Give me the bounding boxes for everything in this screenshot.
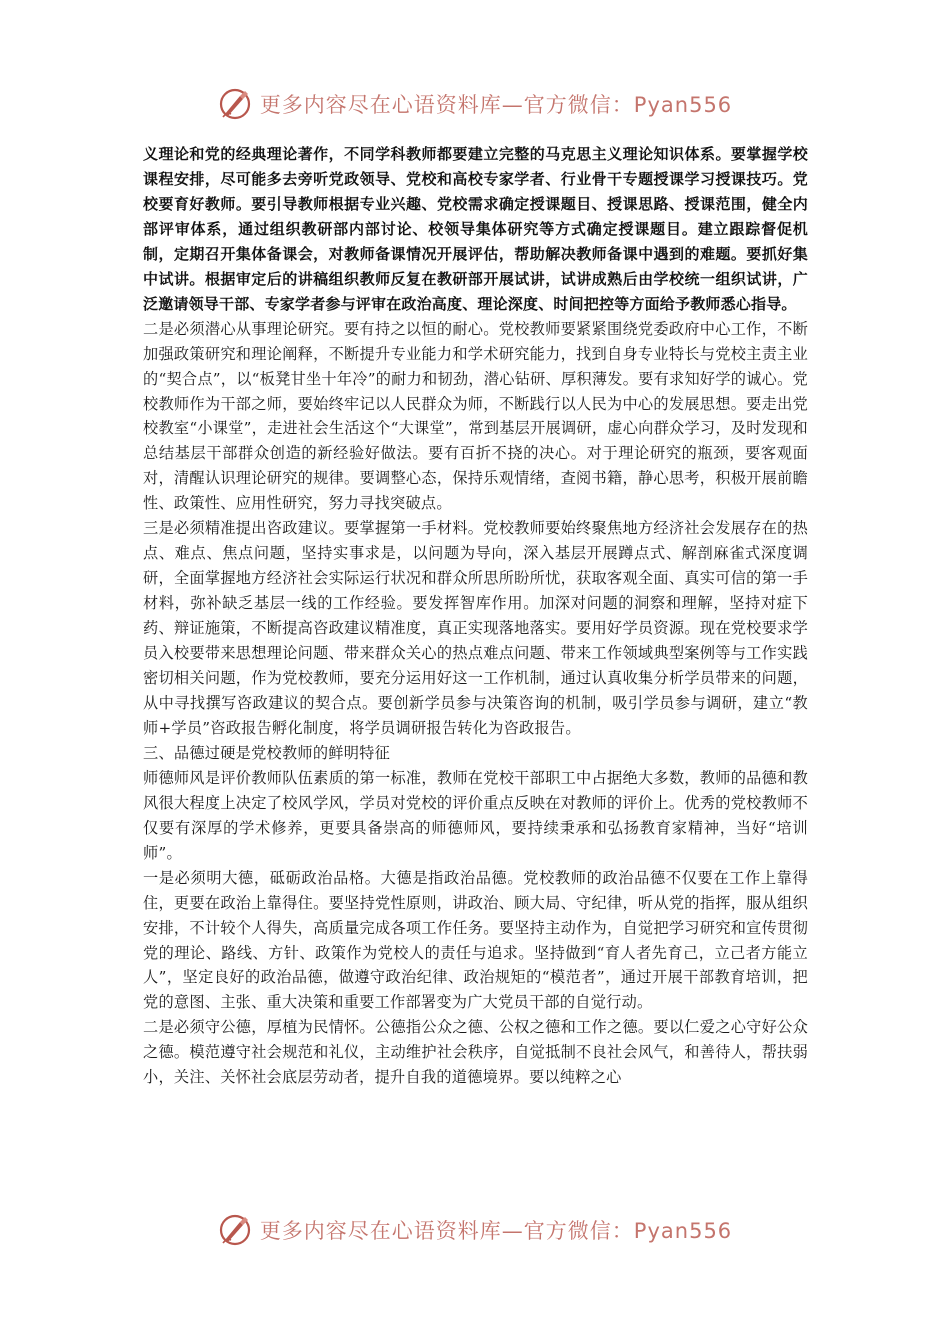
watermark-text: 更多内容尽在心语资料库—官方微信：Pyan556: [259, 1219, 733, 1243]
paragraph: 二是必须守公德，厚植为民情怀。公德指公众之德、公权之德和工作之德。要以仁爱之心守好公众之德。模范遵守社会规范和礼仪，主动维护社会秩序，自觉抵制不良社会风气，和善待人，帮扶弱小，关注、关怀社会底层劳动者，提升自我的道德境界。要以纯粹之心: [143, 1018, 808, 1087]
paragraph: 师德师风是评价教师队伍素质的第一标准，教师在党校干部职工中占据绝大多数，教师的品德和教风很大程度上决定了校风学风，学员对党校的评价重点反映在对教师的评价上。优秀的党校教师不仅要有深厚的学术修养，更要具备崇高的师德师风，要持续秉承和弘扬教育家精神，当好“培训师”。: [143, 768, 808, 862]
watermark-header: [0, 84, 950, 124]
section-heading: 三、品德过硬是党校教师的鲜明特征: [143, 743, 390, 762]
watermark-footer: [0, 1210, 950, 1250]
pen-logo-icon: [218, 87, 252, 121]
paragraph: 二是必须潜心从事理论研究。要有持之以恒的耐心。党校教师要紧紧围绕党委政府中心工作，不断加强政策研究和理论阐释，不断提升专业能力和学术研究能力，找到自身专业特长与党校主责主业的“契合点”，以“板凳甘坐十年冷”的耐力和韧劲，潜心钻研、厚积薄发。要有求知好学的诚心。党校教师作为干部之师，要始终牢记以人民群众为师，不断践行以人民为中心的发展思想。要走出党校教室“小课堂”，走进社会生活这个“大课堂”，常到基层开展调研，虚心向群众学习，及时发现和总结基层干部群众创造的新经验好做法。要有百折不挠的决心。对于理论研究的瓶颈，要客观面对，清醒认识理论研究的规律。要调整心态，保持乐观情绪，查阅书籍，静心思考，积极开展前瞻性、政策性、应用性研究，努力寻找突破点。: [143, 319, 808, 513]
pen-logo-icon: [218, 1213, 252, 1247]
document-body: [143, 142, 808, 1090]
paragraph: 一是必须明大德，砥砺政治品格。大德是指政治品德。党校教师的政治品德不仅要在工作上靠得住，更要在政治上靠得住。要坚持党性原则，讲政治、顾大局、守纪律，听从党的指挥，服从组织安排，不计较个人得失，高质量完成各项工作任务。要坚持主动作为，自觉把学习研究和宣传贯彻党的理论、路线、方针、政策作为党校人的责任与追求。坚持做到“育人者先育己，立己者方能立人”，坚定良好的政治品德，做遵守政治纪律、政治规矩的“模范者”，通过开展干部教育培训，把党的意图、主张、重大决策和重要工作部署变为广大党员干部的自觉行动。: [143, 868, 808, 1012]
paragraph: 义理论和党的经典理论著作，不同学科教师都要建立完整的马克思主义理论知识体系。要掌握学校课程安排，尽可能多去旁听党政领导、党校和高校专家学者、行业骨干专题授课学习授课技巧。党校要育好教师。要引导教师根据专业兴趣、党校需求确定授课题目、授课思路、授课范围，健全内部评审体系，通过组织教研部内部讨论、校领导集体研究等方式确定授课题目。建立跟踪督促机制，定期召开集体备课会，对教师备课情况开展评估，帮助解决教师备课中遇到的难题。要抓好集中试讲。根据审定后的讲稿组织教师反复在教研部开展试讲，试讲成熟后由学校统一组织试讲，广泛邀请领导干部、专家学者参与评审在政治高度、理论深度、时间把控等方面给予教师悉心指导。: [143, 145, 808, 313]
watermark-text: 更多内容尽在心语资料库—官方微信：Pyan556: [259, 93, 733, 117]
paragraph: 三是必须精准提出咨政建议。要掌握第一手材料。党校教师要始终聚焦地方经济社会发展存在的热点、难点、焦点问题，坚持实事求是，以问题为导向，深入基层开展蹲点式、解剖麻雀式深度调研，全面掌握地方经济社会实际运行状况和群众所思所盼所忧，获取客观全面、真实可信的第一手材料，弥补缺乏基层一线的工作经验。要发挥智库作用。加深对问题的洞察和理解，坚持对症下药、辩证施策，不断提高咨政建议精准度，真正实现落地落实。要用好学员资源。现在党校要求学员入校要带来思想理论问题、带来群众关心的热点难点问题、带来工作领域典型案例等与工作实践密切相关问题，作为党校教师，要充分运用好这一工作机制，通过认真收集分析学员带来的问题，从中寻找撰写咨政建议的契合点。要创新学员参与决策咨询的机制，吸引学员参与调研，建立“教师+学员”咨政报告孵化制度，将学员调研报告转化为咨政报告。: [143, 519, 808, 737]
